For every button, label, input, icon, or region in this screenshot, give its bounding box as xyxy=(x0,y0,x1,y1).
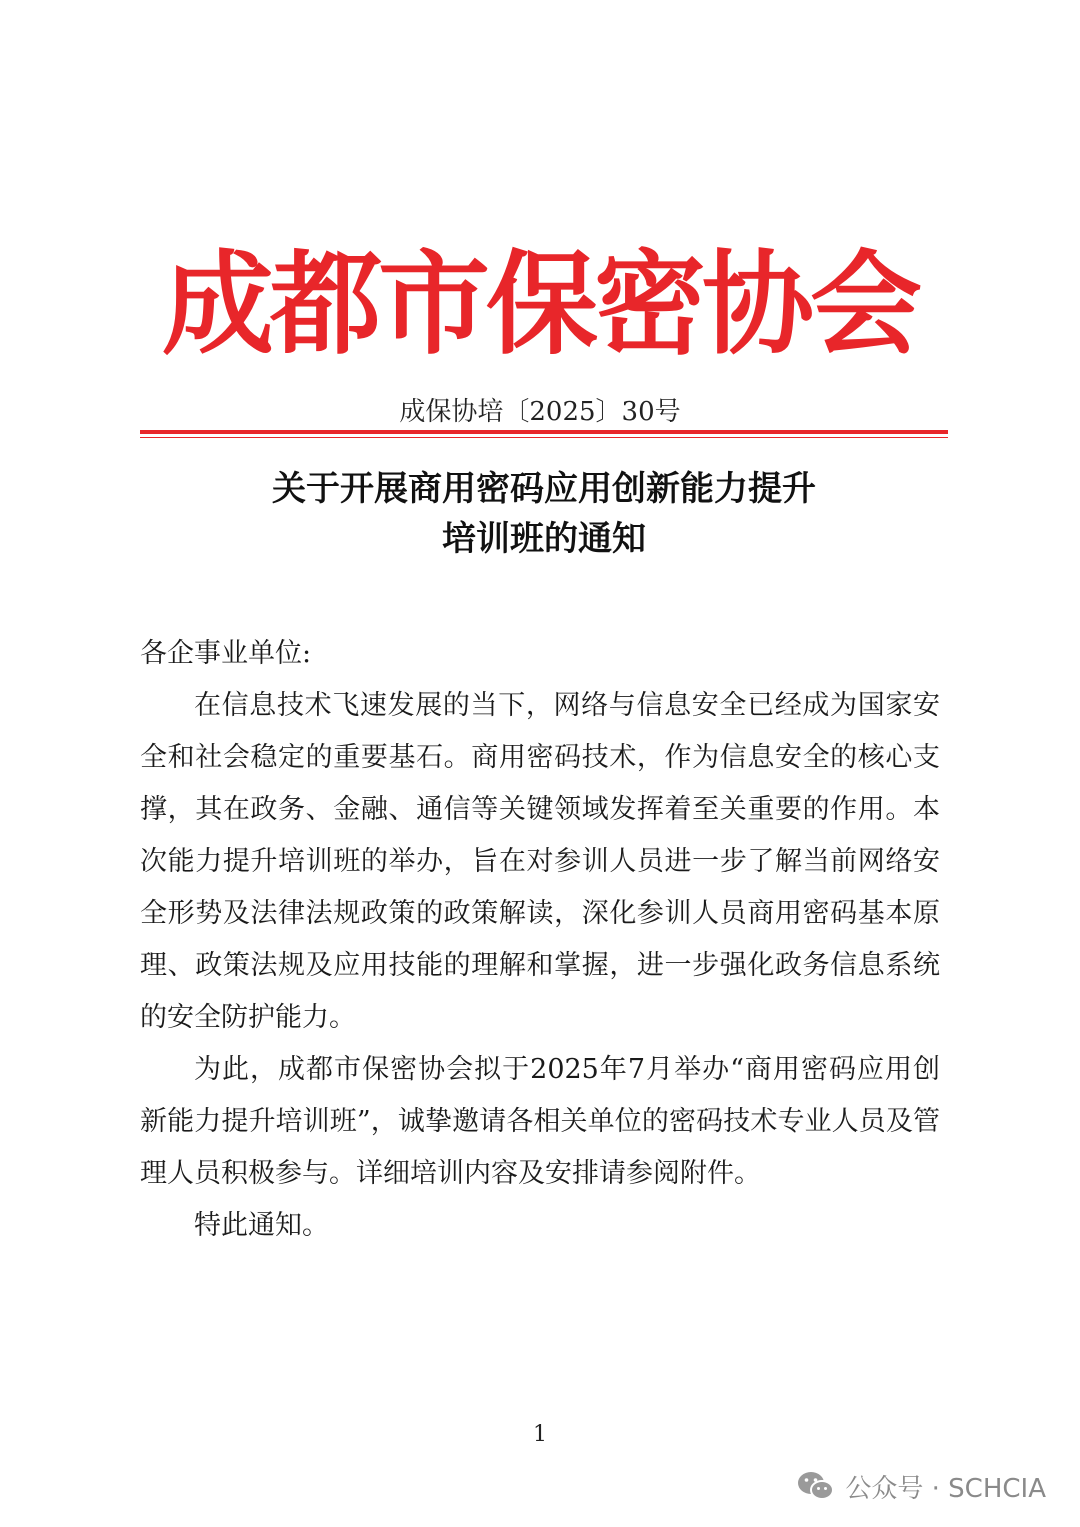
document-title xyxy=(140,464,948,564)
body-paragraph-1: 在信息技术飞速发展的当下，网络与信息安全已经成为国家安全和社会稳定的重要基石。商用密码技术，作为信息安全的核心支撑，其在政务、金融、通信等关键领域发挥着至关重要的作用。本次能力提升培训班的举办，旨在对参训人员进一步了解当前网络安全形势及法律法规政策的政策解读，深化参训人员商用密码基本原理、政策法规及应用技能的理解和掌握，进一步强化政务信息系统的安全防护能力。 xyxy=(140,690,940,1033)
title-line-1: 关于开展商用密码应用创新能力提升 xyxy=(272,469,816,509)
document-number: 成保协培〔2025〕30号 xyxy=(399,397,681,427)
watermark-text: 公众号 · SCHCIA xyxy=(845,1473,1046,1504)
document-body xyxy=(140,628,940,1252)
red-divider-thick xyxy=(140,430,948,434)
organization-name: 成都市保密协会 xyxy=(162,239,918,370)
wechat-icon xyxy=(797,1470,835,1502)
body-paragraph-2: 为此，成都市保密协会拟于2025年7月举办“商用密码应用创新能力提升培训班”，诚挚邀请各相关单位的密码技术专业人员及管理人员积极参与。详细培训内容及安排请参阅附件。 xyxy=(140,1054,940,1189)
body-paragraph-3: 特此通知。 xyxy=(194,1210,329,1241)
salutation: 各企事业单位: xyxy=(140,638,312,669)
title-line-2: 培训班的通知 xyxy=(442,519,646,559)
red-divider-thin xyxy=(140,437,948,438)
page-number: 1 xyxy=(533,1422,547,1447)
watermark xyxy=(797,1466,1046,1506)
